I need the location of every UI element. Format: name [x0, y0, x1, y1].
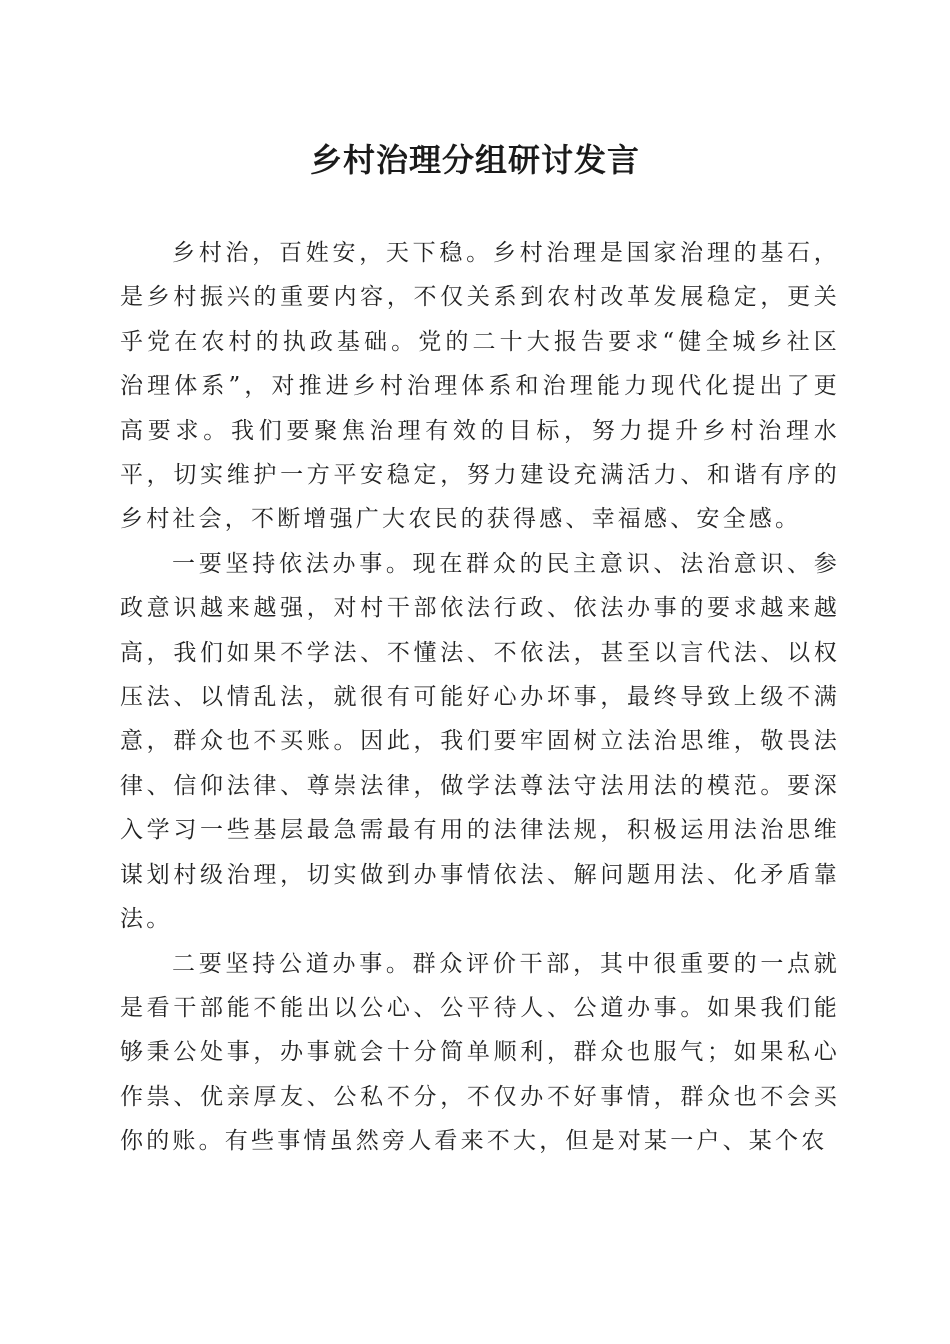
document-body	[120, 231, 840, 1164]
paragraph-rule-of-law: 一要坚持依法办事。现在群众的民主意识、法治意识、参政意识越来越强，对村干部依法行政、依法办事的要求越来越高，我们如果不学法、不懂法、不依法，甚至以言代法、以权压法、以情乱法，就很有可能好心办坏事，最终导致上级不满意，群众也不买账。因此，我们要牢固树立法治思维，敬畏法律、信仰法律、尊崇法律，做学法尊法守法用法的模范。要深入学习一些基层最急需最有用的法律法规，积极运用法治思维谋划村级治理，切实做到办事情依法、解问题用法、化矛盾靠法。	[120, 550, 840, 933]
document-title: 乡村治理分组研讨发言	[309, 141, 640, 179]
paragraph-intro: 乡村治，百姓安，天下稳。乡村治理是国家治理的基石，是乡村振兴的重要内容，不仅关系到农村改革发展稳定，更关乎党在农村的执政基础。党的二十大报告要求“健全城乡社区治理体系”，对推进乡村治理体系和治理能力现代化提出了更高要求。我们要聚焦治理有效的目标，努力提升乡村治理水平，切实维护一方平安稳定，努力建设充满活力、和谐有序的乡村社会，不断增强广大农民的获得感、幸福感、安全感。	[120, 240, 840, 533]
paragraph-fairness: 二要坚持公道办事。群众评价干部，其中很重要的一点就是看干部能不能出以公心、公平待人、公道办事。如果我们能够秉公处事，办事就会十分简单顺利，群众也服气；如果私心作祟、优亲厚友、公私不分，不仅办不好事情，群众也不会买你的账。有些事情虽然旁人看来不大，但是对某一户、某个农	[120, 950, 840, 1155]
